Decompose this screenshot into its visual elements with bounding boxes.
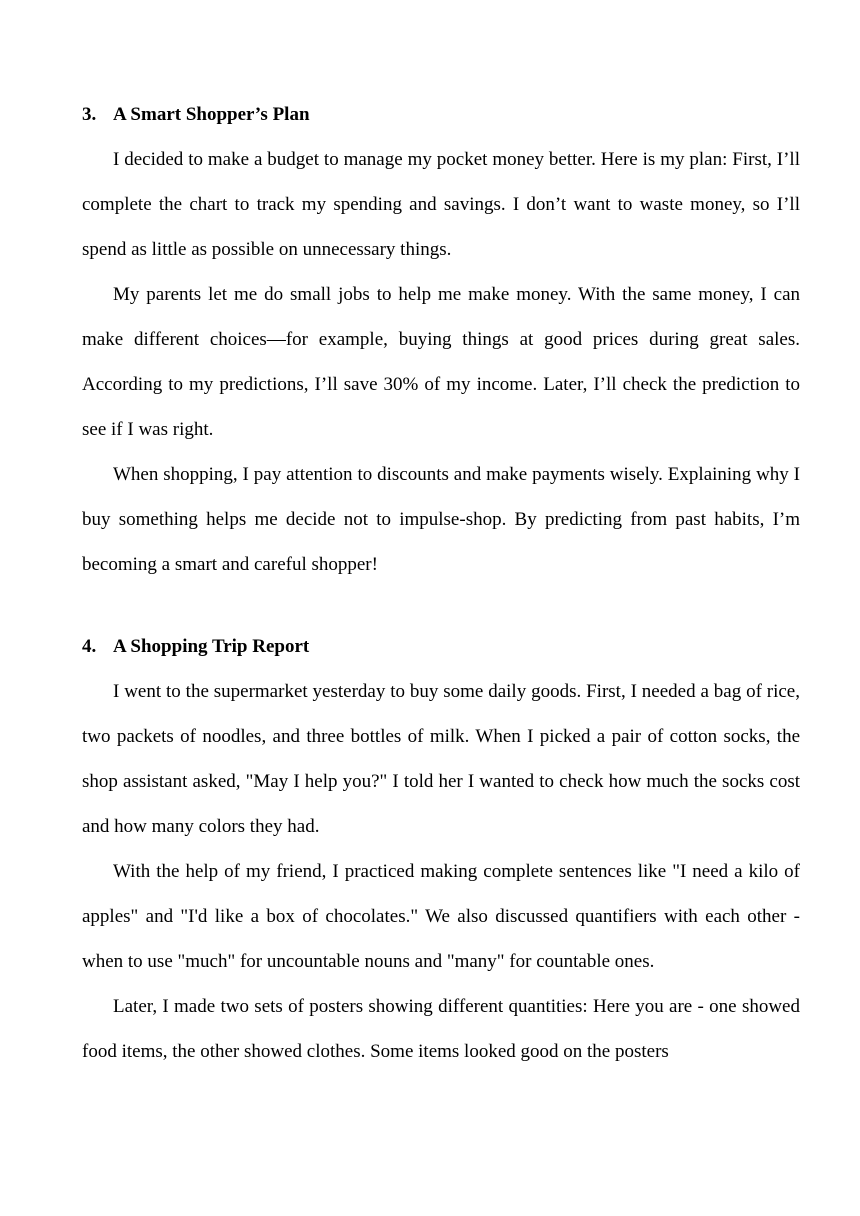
section-heading [82,632,800,662]
section-heading [82,100,800,130]
section-number: 4. [82,636,97,657]
section-smart-shopper-plan [82,100,800,587]
paragraph: With the help of my friend, I practiced making complete sentences like "I need a kilo of apples" and "I'd like a box of chocolates." We also discussed quantifiers with each other - when to use "much" for uncountable nouns and "many" for countable ones. [82,861,800,972]
paragraph: My parents let me do small jobs to help me make money. With the same money, I can make different choices—for example, buying things at good prices during great sales. According to my predictions, I’ll save 30% of my income. Later, I’ll check the prediction to see if I was right. [82,284,800,440]
paragraph: I went to the supermarket yesterday to buy some daily goods. First, I needed a bag of rice, two packets of noodles, and three bottles of milk. When I picked a pair of cotton socks, the shop assistant asked, "May I help you?" I told her I wanted to check how much the socks cost and how many colors they had. [82,681,800,837]
section-spacer [82,587,800,632]
paragraph: I decided to make a budget to manage my pocket money better. Here is my plan: First, I’ll complete the chart to track my spending and savings. I don’t want to waste money, so I’ll spend as little as possible on unnecessary things. [82,149,800,260]
paragraph: When shopping, I pay attention to discounts and make payments wisely. Explaining why I buy something helps me decide not to impulse-shop. By predicting from past habits, I’m becoming a smart and careful shopper! [82,464,800,575]
section-shopping-trip-report [82,632,800,1074]
section-number: 3. [82,104,97,125]
paragraph: Later, I made two sets of posters showing different quantities: Here you are - one showed food items, the other showed clothes. Some items looked good on the posters [82,996,800,1062]
section-title: A Shopping Trip Report [113,636,310,657]
section-title: A Smart Shopper’s Plan [113,104,310,125]
document-page [82,100,800,1074]
